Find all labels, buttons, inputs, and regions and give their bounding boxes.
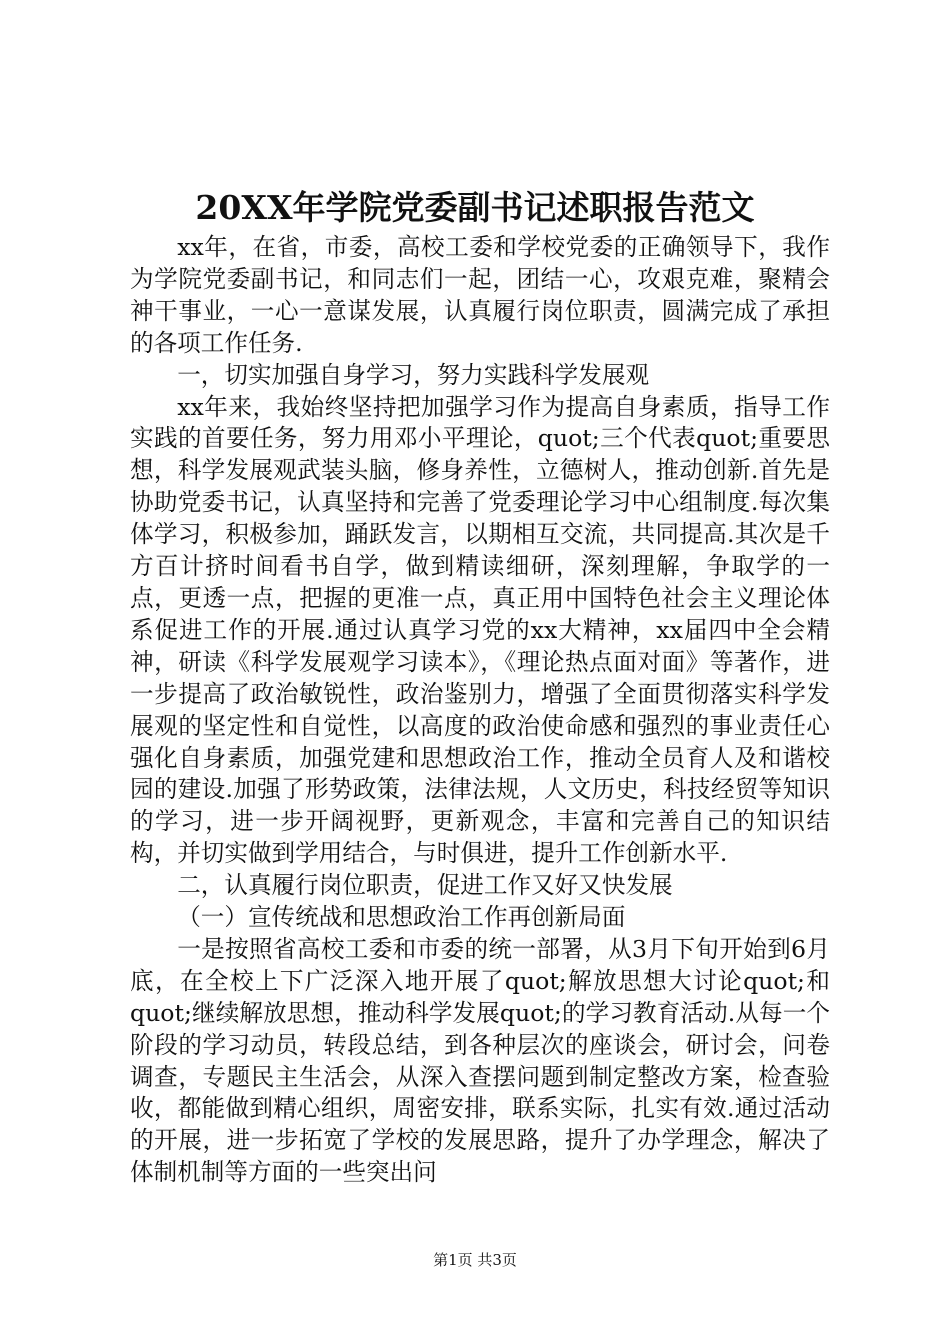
paragraph-intro: xx年，在省，市委，高校工委和学校党委的正确领导下，我作为学院党委副书记，和同志们一起，团结一心，攻艰克难，聚精会神干事业，一心一意谋发展，认真履行岗位职责，圆满完成了承担的各项工作任务. [130, 233, 830, 357]
section-heading-1: 一，切实加强自身学习，努力实践科学发展观 [177, 360, 650, 389]
paragraph-study: xx年来，我始终坚持把加强学习作为提高自身素质，指导工作实践的首要任务，努力用邓小平理论，quot;三个代表quot;重要思想，科学发展观武装头脑，修身养性，立德树人，推动创新.首先是协助党委书记，认真坚持和完善了党委理论学习中心组制度.每次集体学习，积极参加，踊跃发言，以期相互交流，共同提高.其次是千方百计挤时间看书自学，做到精读细研，深刻理解，争取学的一点，更透一点，把握的更准一点，真正用中国特色社会主义理论体系促进工作的开展.通过认真学习党的xx大精神，xx届四中全会精神，研读《科学发展观学习读本》，《理论热点面对面》等著作，进一步提高了政治敏锐性，政治鉴别力，增强了全面贯彻落实科学发展观的坚定性和自觉性，以高度的政治使命感和强烈的事业责任心强化自身素质，加强党建和思想政治工作，推动全员育人及和谐校园的建设.加强了形势政策，法律法规，人文历史，科技经贸等知识的学习，进一步开阔视野，更新观念，丰富和完善自己的知识结构，并切实做到学用结合，与时俱进，提升工作创新水平. [130, 392, 830, 868]
page-number: 第1页 共3页 [433, 1251, 517, 1269]
subsection-heading-1: （一）宣传统战和思想政治工作再创新局面 [177, 903, 626, 932]
document-title: 20XX年学院党委副书记述职报告范文 [195, 188, 755, 227]
paragraph-propaganda: 一是按照省高校工委和市委的统一部署，从3月下旬开始到6月底，在全校上下广泛深入地开展了quot;解放思想大讨论quot;和quot;继续解放思想，推动科学发展quot;的学习教育活动.从每一个阶段的学习动员，转段总结，到各种层次的座谈会，研讨会，问卷调查，专题民主生活会，从深入查摆问题到制定整改方案，检查验收，都能做到精心组织，周密安排，联系实际，扎实有效.通过活动的开展，进一步拓宽了学校的发展思路，提升了办学理念，解决了体制机制等方面的一些突出问 [130, 934, 830, 1187]
document-body [130, 232, 830, 1189]
section-heading-2: 二，认真履行岗位职责，促进工作又好又快发展 [177, 871, 673, 900]
